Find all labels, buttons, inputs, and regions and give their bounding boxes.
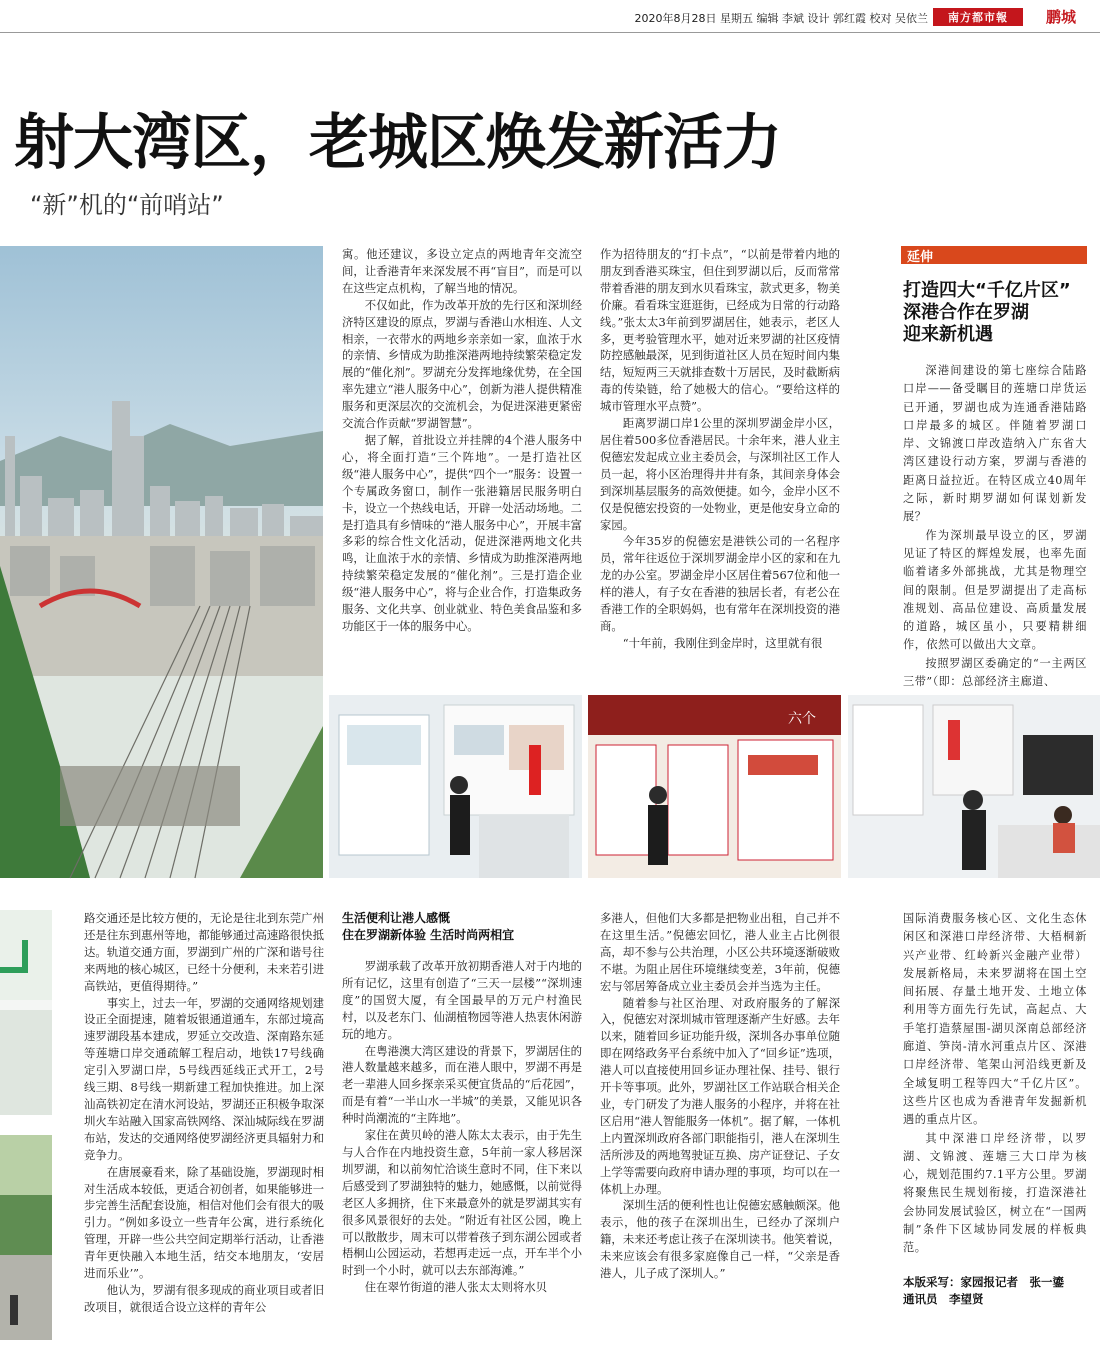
header-meta [635, 10, 929, 26]
green-sign-photo [0, 910, 52, 1115]
credits [903, 1274, 1093, 1308]
paragraph: 作为招待朋友的“打卡点”，“以前是带着内地的朋友到香港买珠宝，但住到罗湖以后，反而常常带着香港的朋友到水贝看珠宝，款式更多，物美价廉。看看珠宝逛逛街，已经成为日常的行动路线。”张太太3年前到罗湖居住，她表示，老区人多，更考验管理水平，她对近来罗湖的社区疫情防控感触最深，见到街道社区人员在短时间内集结，短短两三天就排查数十万居民，及时截断病毒的传染链，给了她极大的信心。“要给这样的城市管理水平点赞”。 [600, 247, 840, 414]
service-center-photo-2 [588, 695, 841, 878]
subheadline: “新”机的“前哨站” [30, 191, 224, 219]
sidebar-tag [901, 246, 1087, 264]
proofreader-name: 吴依兰 [895, 12, 928, 25]
board-label-text: 六个 [788, 711, 816, 727]
paragraph: “十年前，我刚住到金岸时，这里就有很 [622, 635, 823, 650]
paragraph: 深港间建设的第七座综合陆路口岸——备受瞩目的莲塘口岸货运已开通，罗湖也成为连通香港陆路口岸最多的城区。伴随着罗湖口岸、文锦渡口岸改造纳入广东省大湾区建设行动方案，罗湖与香港的距离日益拉近。在特区成立40周年之际，新时期罗湖如何谋划新发展？ [903, 364, 1087, 524]
paragraph: 多港人，但他们大多都是把物业出租，自己并不在这里生活。”倪德宏回忆，港人业主占比例很高，却不参与公共治理，小区公共环境逐渐破败不堪。为阻止居住环境继续变差，3年前，倪德宏与邻居筹备成立业主委员会并当选为主任。 [600, 911, 840, 993]
paragraph: 事实上，过去一年，罗湖的交通网络规划建设正全面提速，随着坂银通道通车，东部过境高速罗湖段基本建成，罗延立交改造、深南路东延等莲塘口岸交通疏解工程启动，地铁17号线确定引入罗湖口岸，5号线西延线正式开工，2号线三期、8号线一期新建工程加快推进。加上深汕高铁初定在清水河设站，罗湖还正积极争取深圳火车站融入国家高铁网络、深汕城际线在罗湖布站，发达的交通网络使罗湖经济更具辐射力和竞争力。 [84, 995, 324, 1162]
article-column-2-top [342, 246, 582, 666]
paragraph: 按照罗湖区委确定的“一主两区三带”（即：总部经济主廊道、 [903, 656, 1087, 689]
article-column-2-bottom [342, 958, 582, 1315]
editor-name: 李斌 [782, 12, 804, 25]
paragraph: 今年35岁的倪德宏是港铁公司的一名程序员，常年往返位于深圳罗湖金岸小区的家和在九龙的办公室。罗湖金岸小区居住着567位和他一样的港人，有子女在香港的独居长者，有老公在香港工作的全职妈妈，也有常年在深圳投资的港商。 [600, 534, 840, 633]
sidebar-title [903, 280, 1087, 346]
city-skyline-photo [0, 246, 323, 878]
designer-label: 设计 [807, 12, 830, 25]
paragraph: 住在翠竹街道的港人张太太则将水贝 [364, 1280, 548, 1295]
paragraph: 距离罗湖口岸1公里的深圳罗湖金岸小区，居住着500多位香港居民。十余年来，港人业主倪德宏发起成立业主委员会，与深圳社区工作人员一起，将小区治理得井井有条，其间亲身体会到深圳基层服务的高效便捷。如今，金岸小区不仅是倪德宏投资的一处物业，更是他安身立命的家园。 [600, 416, 840, 532]
paragraph: 据了解，首批设立并挂牌的4个港人服务中心，将全面打造“三个阵地”。一是打造社区级“港人服务中心”，提供“四个一”服务：设置一个专属政务窗口，制作一张港籍居民服务明白卡，设立一个热线电话，开辟一处活动场地。二是打造具有乡情味的“港人服务中心”，开展丰富多彩的综合性文化活动，促进深港两地文化共鸣，让血浓于水的亲情、乡情成为助推深港两地持续繁荣稳定发展的“催化剂”。三是打造企业级“港人服务中心”，将与企业合作，打造集政务服务、文化共享、创业就业、特色美食品鉴和多功能区于一体的服务中心。 [342, 432, 582, 633]
paragraph: 国际消费服务核心区、文化生态休闲区和深港口岸经济带、大梧桐新兴产业带、红岭新兴金融产业带）发展新格局，未来罗湖将在国土空间拓展、存量土地开发、土地立体利用等方面先行先试，高起点、大手笔打造蔡屋围-湖贝深南总部经济廊道、笋岗-清水河重点片区、深港口岸经济带、笔架山河沿线更新及全域复明工程等四大“千亿片区”。这些片区也成为香港青年发掘新机遇的重点片区。 [903, 912, 1087, 1127]
sidebar-text-top [903, 362, 1087, 689]
paragraph: 随着参与社区治理、对政府服务的了解深入，倪德宏对深圳城市管理逐渐产生好感。去年以来，随着回乡证功能升级，深圳各办事单位随即在网络政务平台系统中加入了“回乡证”选项，港人可以直接使用回乡证办理社保、挂号、银行开卡等事项。此外，罗湖社区工作站联合相关企业，专门研发了为港人服务的小程序，并将在社区启用“港人智能服务一体机”。据了解，一体机上内置深圳政府各部门职能指引，港人在深圳生活所涉及的两地驾驶证互换、房产证登记、子女上学等需要向政府申请办理的事项，均可以在一体机上办理。 [600, 995, 840, 1196]
sidebar-title-line: 打造四大“千亿片区” [903, 280, 1071, 301]
paragraph: 深圳生活的便利性也让倪德宏感触颇深。他表示，他的孩子在深圳出生，已经办了深圳户籍，未来还考虑让孩子在深圳读书。他笑着说，未来应该会有很多家庭像自己一样，“父亲是香港人，儿子成了深圳人。” [600, 1198, 840, 1281]
designer-name: 郭红霞 [833, 12, 866, 25]
paragraph: 其中深港口岸经济带，以罗湖、文锦渡、莲塘三大口岸为核心，规划范围约7.1平方公里。罗湖将聚焦民生规划衔接，打造深港社会协同发展试验区，树立在“一国两制”条件下区域协同发展的样板典范。 [903, 1131, 1087, 1255]
header-weekday: 星期五 [720, 12, 753, 25]
paragraph: 他认为，罗湖有很多现成的商业项目或者旧改项目，就很适合设立这样的青年公 [84, 1282, 324, 1314]
article-column-3-bottom [600, 910, 840, 1315]
credit-line: 本版采写：家园报记者 张一鎏 [903, 1275, 1064, 1289]
service-center-photo-1 [329, 695, 582, 878]
article-column-3-top [600, 246, 840, 666]
newspaper-logo: 南方都市報 [933, 8, 1023, 26]
subtitle-line: 生活便利让港人感慨 [342, 911, 451, 925]
service-center-photo-3 [848, 695, 1100, 878]
paragraph: 作为深圳最早设立的区，罗湖见证了特区的辉煌发展，也率先面临着诸多外部挑战，尤其是物理空间的限制。但是罗湖提出了走高标准规划、高品位建设、高质量发展的道路，城区虽小，只要精耕细作，依然可以做出大文章。 [903, 528, 1087, 652]
sidebar-tag-label: 延伸 [907, 250, 934, 265]
paragraph: 罗湖承载了改革开放初期香港人对于内地的所有记忆，这里有创造了“三天一层楼”“深圳速度”的国贸大厦，有全国最早的万元户村渔民村，以及老东门、仙湖植物园等港人热衷休闲游玩的地方。 [342, 959, 582, 1041]
street-photo [0, 1135, 52, 1340]
paragraph: 路交通还是比较方便的，无论是往北到东莞广州还是往东到惠州等地，都能够通过高速路很快抵达。轨道交通方面，罗湖到广州的广深和谐号往来两地的核心城区，已经十分便利，未来若引进高铁站，更值得期待。” [84, 911, 324, 993]
paragraph: 不仅如此，作为改革开放的先行区和深圳经济特区建设的原点，罗湖与香港山水相连、人文相亲，一衣带水的两地乡亲亲如一家，血浓于水的亲情、乡情成为助推深港两地持续繁荣稳定发展的“催化剂”。罗湖充分发挥地缘优势，在全国率先建立“港人服务中心”，创新为港人提供精准服务和更深层次的交流机会，为促进深港更紧密交流合作贡献“罗湖智慧”。 [342, 297, 582, 431]
header-date: 2020年8月28日 [634, 12, 717, 25]
article-column-1-bottom [84, 910, 324, 1315]
paragraph: 家住在黄贝岭的港人陈太太表示，由于先生与人合作在内地投资生意，5年前一家人移居深圳罗湖，和以前匆忙洽谈生意时不同，住下来以后感受到了罗湖独特的魅力，她感慨，以前觉得老区人多拥挤，住下来最意外的就是罗湖其实有很多风景很好的去处。“附近有社区公园，晚上可以散散步，周末可以带着孩子到东湖公园或者梧桐山公园运动，若想再走远一点，开车半个小时到一个小时，就可以去东部海滩。” [342, 1128, 582, 1278]
paragraph: 在唐展豪看来，除了基础设施，罗湖现时相对生活成本较低，更适合初创者，如果能够进一步完善生活配套设施，相信对他们会有很大的吸引力。“例如多设立一些青年公寓，进行系统化管理，开辟一些公共空间定期举行活动，让香港青年更快融入本地生活，结交本地朋友，‘安居进而乐业’”。 [84, 1164, 324, 1281]
sidebar-title-line: 深港合作在罗湖 [903, 302, 1029, 323]
section-subtitle [342, 910, 582, 944]
proof-label: 校对 [869, 12, 892, 25]
paragraph: 在粤港澳大湾区建设的背景下，罗湖居住的港人数量越来越多，而在港人眼中，罗湖不再是老一辈港人回乡探亲采买便宜货品的“后花园”，而是有着“一半山水一半城”的美景，又能见识各种时尚潮流的“主阵地”。 [342, 1043, 582, 1126]
subtitle-line: 住在罗湖新体验 生活时尚两相宜 [342, 928, 515, 942]
sidebar-title-line: 迎来新机遇 [903, 324, 993, 345]
headline: 射大湾区，老城区焕发新活力 [14, 108, 781, 178]
section-logo: 鹏城 [1045, 7, 1076, 26]
credit-line: 通讯员 李望贤 [903, 1292, 984, 1306]
sidebar-text-bottom [903, 910, 1087, 1260]
paragraph: 寓。他还建议，多设立定点的两地青年交流空间，让香港青年来深发展不再“盲目”，而是可以在这些定点机构，了解当地的情况。 [342, 247, 582, 295]
editor-label: 编辑 [756, 12, 779, 25]
